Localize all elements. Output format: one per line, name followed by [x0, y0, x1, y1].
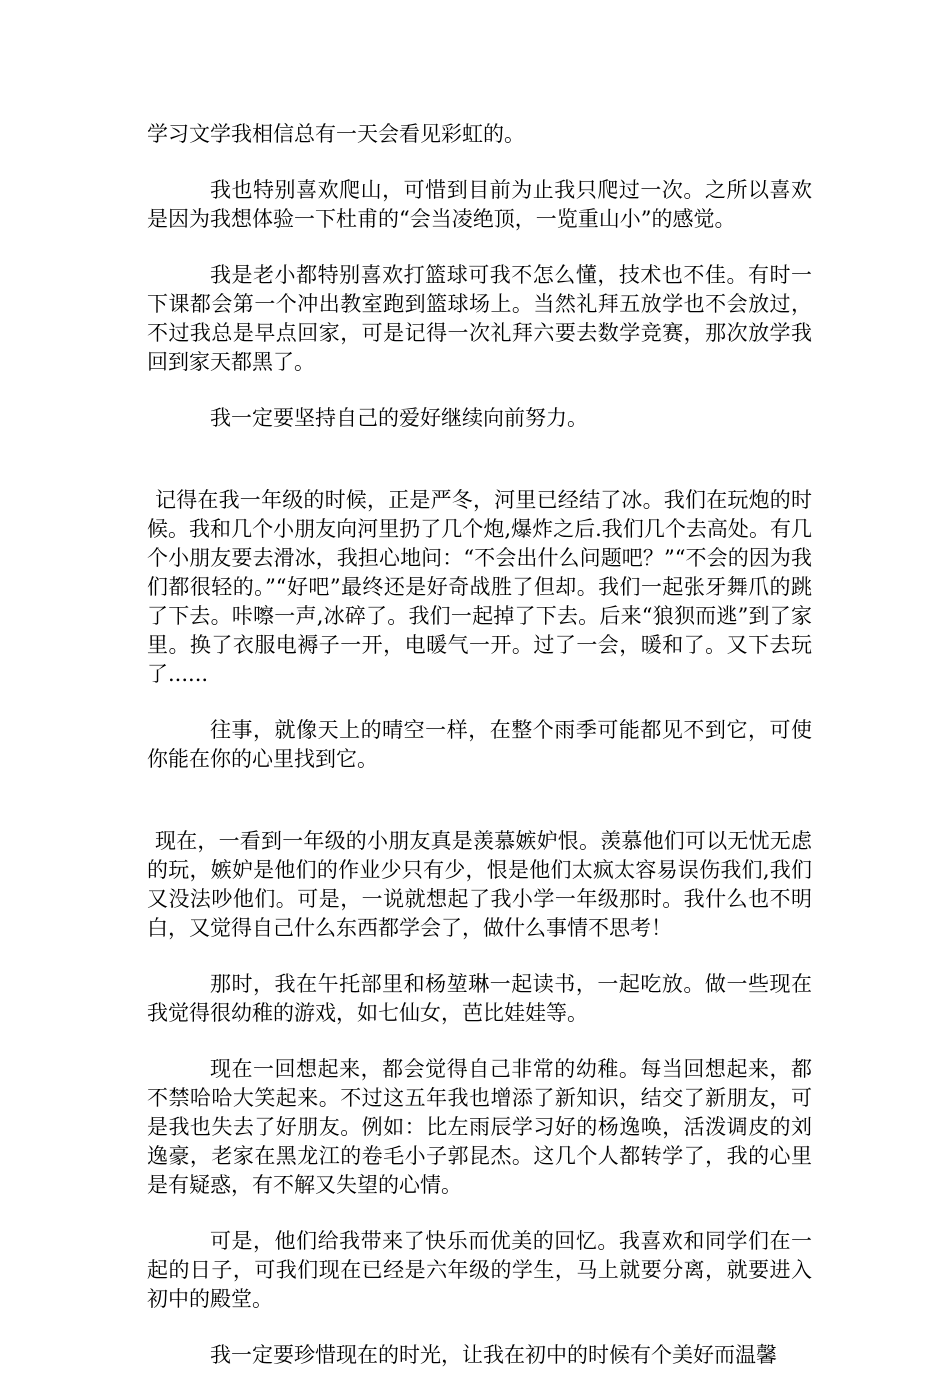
section-gap [147, 801, 812, 827]
paragraph-5: 记得在我一年级的时候，正是严冬，河里已经结了冰。我们在玩炮的时候。我和几个小朋友向河里扔了几个炮,爆炸之后.我们几个去高处。有几个小朋友要去滑冰，我担心地问：“不会出什么问题吧？”“不会的因为我们都很轻的。”“好吧”最终还是好奇战胜了但却。我们一起张牙舞爪的跳了下去。咔嚓一声,冰碎了。我们一起掉了下去。后来“狼狈而逃”到了家里。换了衣服电褥子一开，电暖气一开。过了一会，暖和了。又下去玩了...... [147, 488, 812, 686]
document-page [147, 120, 812, 1397]
paragraph-11: 我一定要珍惜现在的时光，让我在初中的时候有个美好而温馨 [210, 1343, 777, 1367]
paragraph-1: 学习文学我相信总有一天会看见彩虹的。 [147, 122, 525, 146]
paragraph-9: 现在一回想起来，都会觉得自己非常的幼稚。每当回想起来，都不禁哈哈大笑起来。不过这五年我也增添了新知识，结交了新朋友，可是我也失去了好朋友。例如：比左雨辰学习好的杨逸唤，活泼调皮的刘逸豪，老家在黑龙江的卷毛小子郭昆杰。这几个人都转学了，我的心里是有疑惑，有不解又失望的心情。 [147, 1057, 812, 1197]
paragraph-2: 我也特别喜欢爬山，可惜到目前为止我只爬过一次。之所以喜欢是因为我想体验一下杜甫的“会当凌绝顶，一览重山小”的感觉。 [147, 178, 812, 231]
section-gap [147, 460, 812, 486]
paragraph-6: 往事，就像天上的晴空一样，在整个雨季可能都见不到它，可使你能在你的心里找到它。 [147, 718, 812, 771]
paragraph-4: 我一定要坚持自己的爱好继续向前努力。 [210, 406, 588, 430]
paragraph-8: 那时，我在午托部里和杨堃琳一起读书，一起吃放。做一些现在我觉得很幼稚的游戏，如七仙女，芭比娃娃等。 [147, 972, 812, 1025]
paragraph-10: 可是，他们给我带来了快乐而优美的回忆。我喜欢和同学们在一起的日子，可我们现在已经是六年级的学生，马上就要分离，就要进入初中的殿堂。 [147, 1229, 812, 1311]
paragraph-3: 我是老小都特别喜欢打篮球可我不怎么懂，技术也不佳。有时一下课都会第一个冲出教室跑到篮球场上。当然礼拜五放学也不会放过，不过我总是早点回家，可是记得一次礼拜六要去数学竞赛，那次放学我回到家天都黑了。 [147, 263, 812, 374]
paragraph-7: 现在，一看到一年级的小朋友真是羡慕嫉妒恨。羡慕他们可以无忧无虑的玩，嫉妒是他们的作业少只有少，恨是他们太疯太容易误伤我们,我们又没法吵他们。可是，一说就想起了我小学一年级那时。我什么也不明白，又觉得自己什么东西都学会了，做什么事情不思考！ [147, 829, 812, 940]
